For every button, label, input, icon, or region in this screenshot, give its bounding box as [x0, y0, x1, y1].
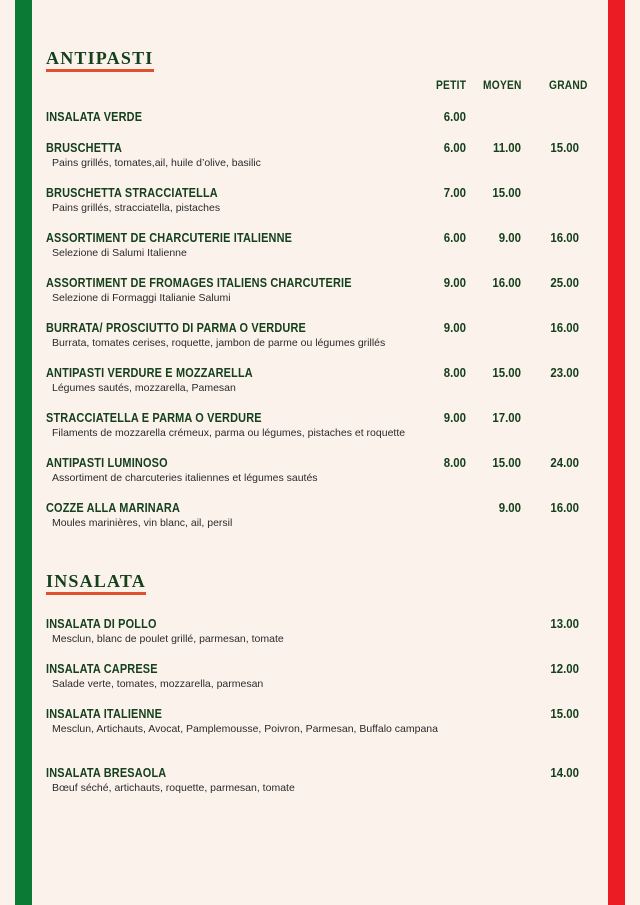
price-petit: 6.00 [443, 109, 466, 124]
menu-item [46, 275, 606, 315]
price-moyen: 11.00 [492, 140, 521, 155]
item-description: Pains grillés, tomates,ail, huile d’olive, basilic [52, 157, 261, 169]
item-name: BRUSCHETTA [46, 140, 123, 155]
price-grand: 16.00 [550, 320, 579, 335]
price-moyen: 17.00 [492, 410, 521, 425]
item-name: ANTIPASTI VERDURE E MOZZARELLA [46, 365, 253, 380]
price-grand: 16.00 [550, 500, 579, 515]
price-petit: 8.00 [443, 365, 466, 380]
price-petit: 7.00 [443, 185, 466, 200]
item-description: Assortiment de charcuteries italiennes et légumes sautés [52, 472, 318, 484]
price-grand: 24.00 [550, 455, 579, 470]
item-name: INSALATA BRESAOLA [46, 765, 167, 780]
menu-item [46, 410, 606, 450]
menu-item [46, 500, 606, 540]
item-description: Burrata, tomates cerises, roquette, jambon de parme ou légumes grillés [52, 337, 386, 349]
menu-item [46, 230, 606, 270]
menu-item [46, 455, 606, 495]
menu-item [46, 365, 606, 405]
price-moyen: 15.00 [492, 365, 521, 380]
section-title-antipasti: ANTIPASTI [46, 48, 154, 72]
item-name: STRACCIATELLA E PARMA O VERDURE [46, 410, 262, 425]
price: 13.00 [550, 616, 579, 631]
item-description: Filaments de mozzarella crémeux, parma ou légumes, pistaches et roquette [52, 427, 406, 439]
item-description: Pains grillés, stracciatella, pistaches [52, 202, 221, 214]
price-petit: 9.00 [443, 320, 466, 335]
item-name: BURRATA/ PROSCIUTTO DI PARMA O VERDURE [46, 320, 306, 335]
item-description: Mesclun, Artichauts, Avocat, Pamplemousse, Poivron, Parmesan, Buffalo campana [52, 723, 438, 735]
price-moyen: 16.00 [492, 275, 521, 290]
price-moyen: 9.00 [498, 500, 521, 515]
price-moyen: 9.00 [498, 230, 521, 245]
menu-item [46, 706, 606, 746]
price-petit: 6.00 [443, 140, 466, 155]
item-description: Mesclun, blanc de poulet grillé, parmesan, tomate [52, 633, 284, 645]
item-description: Salade verte, tomates, mozzarella, parmesan [52, 678, 264, 690]
item-name: COZZE ALLA MARINARA [46, 500, 181, 515]
price-grand: 23.00 [550, 365, 579, 380]
section-title-insalata: INSALATA [46, 571, 146, 595]
item-name: ANTIPASTI LUMINOSO [46, 455, 168, 470]
item-description: Légumes sautés, mozzarella, Pamesan [52, 382, 236, 394]
menu-item [46, 185, 606, 225]
menu-item [46, 616, 606, 656]
red-border-stripe [608, 0, 625, 905]
menu-item [46, 320, 606, 360]
price-petit: 8.00 [443, 455, 466, 470]
item-name: BRUSCHETTA STRACCIATELLA [46, 185, 218, 200]
item-name: INSALATA ITALIENNE [46, 706, 163, 721]
price-petit: 6.00 [443, 230, 466, 245]
item-description: Selezione di Salumi Italienne [52, 247, 187, 259]
price-petit: 9.00 [443, 410, 466, 425]
item-description: Moules marinières, vin blanc, ail, persil [52, 517, 233, 529]
price-grand: 25.00 [550, 275, 579, 290]
item-description: Bœuf séché, artichauts, roquette, parmesan, tomate [52, 782, 295, 794]
price: 14.00 [550, 765, 579, 780]
price-moyen: 15.00 [492, 455, 521, 470]
menu-item [46, 661, 606, 701]
column-header-petit: PETIT [436, 78, 467, 92]
item-name: INSALATA VERDE [46, 109, 143, 124]
item-description: Selezione di Formaggi Italianie Salumi [52, 292, 231, 304]
item-name: INSALATA DI POLLO [46, 616, 157, 631]
menu-item [46, 140, 606, 180]
item-name: INSALATA CAPRESE [46, 661, 158, 676]
price: 12.00 [550, 661, 579, 676]
price-moyen: 15.00 [492, 185, 521, 200]
item-name: ASSORTIMENT DE CHARCUTERIE ITALIENNE [46, 230, 293, 245]
column-header-moyen: MOYEN [483, 78, 522, 92]
price-grand: 15.00 [550, 140, 579, 155]
column-header-grand: GRAND [549, 78, 588, 92]
price: 15.00 [550, 706, 579, 721]
menu-item [46, 765, 606, 805]
green-border-stripe [15, 0, 32, 905]
price-petit: 9.00 [443, 275, 466, 290]
price-grand: 16.00 [550, 230, 579, 245]
item-name: ASSORTIMENT DE FROMAGES ITALIENS CHARCUTERIE [46, 275, 352, 290]
